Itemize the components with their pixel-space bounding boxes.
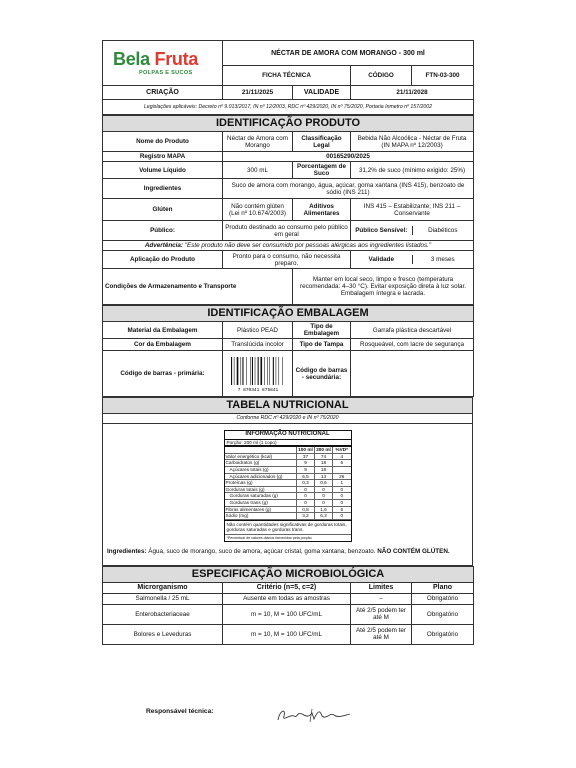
micro-limites: Até 2/5 podem ter até M [351,624,412,644]
nutrition-facts-table [225,447,351,520]
nutrition-facts-box [224,430,352,542]
signature-image [272,704,356,726]
nutrition-row [225,460,351,467]
col-200ml: 200 ml [316,447,331,453]
nutrition-vd: 0 [333,486,351,493]
nutrition-footnote: *Percentual de valores diários fornecidos pela porção [225,534,351,541]
nutrition-vd: 0 [333,499,351,506]
nutrition-row [225,506,351,513]
ingredientes-value: Suco de amora com morango, água, açúcar, goma xantana (INS 415), benzoato de sódio (INS 211) [223,179,474,199]
barcode-bar [260,357,262,385]
nutrition-v100: 37 [297,453,315,460]
ingredients-statement [103,542,472,559]
classificacao-label: Classificação Legal [293,132,351,152]
barcode-cell [223,351,293,397]
advertencia-label: Advertência: [144,242,184,249]
nutrition-vd: 1 [333,480,351,487]
responsavel-label: Responsável técnica: [146,708,214,715]
barcode-bar [254,357,255,385]
ingredientes-label: Ingredientes [103,179,223,199]
nutrition-v200: 1,6 [315,506,333,513]
nutrition-v200: 0 [315,486,333,493]
porcentagem-label: Porcentagem de Suco [293,162,351,179]
barcode-bar [250,357,251,385]
barcode-bar [257,357,258,385]
barras-primaria-label: Código de barras - primária: [103,351,223,397]
codigo-value: FTN-03-300 [412,66,474,86]
nutrition-vd: 26 [333,473,351,480]
nutrition-body [103,424,473,566]
nutrition-row [225,493,351,500]
micro-row [103,604,474,624]
micro-plano: Obrigatório [412,624,474,644]
nutrition-v200: 13 [315,473,333,480]
micro-table [102,566,474,645]
tipo-label: Tipo de Embalagem [293,322,351,339]
barcode-bar [272,357,273,385]
nutrition-v100: 0 [297,499,315,506]
material-value: Plástico PEAD [223,322,293,339]
validade-produto-label: Validade [351,255,412,264]
product-table [102,115,474,305]
nutrition-vd: 6 [333,460,351,467]
sensivel-cell [351,221,474,241]
nutrition-name: Sódio (mg) [225,513,297,520]
volume-value: 300 mL [223,162,293,179]
micro-header-org: Microrganismo [103,582,223,593]
logo-wordmark: Bela Fruta [113,49,199,69]
logo-subtitle: POLPAS E SUCOS [139,70,193,76]
cor-label: Cor da Embalagem [103,339,223,351]
publico-value: Produto destinado ao consumo pelo público em geral [223,221,351,241]
nutrition-v200: 0 [315,499,333,506]
aplicacao-value: Pronto para o consumo, não necessita preparo. [223,251,351,269]
material-label: Material da Embalagem [103,322,223,339]
advertencia-value: "Este produto não deve ser consumido por pessoas alérgicas aos ingredientes listados." [184,242,432,249]
legislacao: Legislações aplicáveis: Decreto nº 9.013/2017, IN nº 12/2003, RDC nº 429/2020, IN nº 75/2020, Portaria Inmetro nº 157/2002 [103,100,474,115]
codigo-label: CÓDIGO [351,66,412,86]
condicoes-label: Condições de Armazenamento e Transporte [103,269,293,305]
nome-label: Nome do Produto [103,132,223,152]
micro-org: Enterobacteriaceae [103,604,223,624]
barcode-bar [282,357,283,385]
micro-row [103,593,474,604]
micro-row [103,624,474,644]
nutrition-row [225,486,351,493]
nutrition-row [225,480,351,487]
validade-value: 21/11/2028 [351,86,474,100]
nutrition-v200: 74 [315,453,333,460]
nutrition-row [225,453,351,460]
micro-header-limites: Limites [351,582,412,593]
barcode-bar [231,357,232,385]
porcentagem-value: 31,2% de suco (mínimo exigido: 25%) [351,162,474,179]
ficha-label: FICHA TÉCNICA [223,66,351,86]
nutrition-row [225,513,351,520]
nutrition-box-title: INFORMAÇÃO NUTRICIONAL [225,431,351,440]
validade-produto-value: 3 meses [430,256,455,263]
nutrition-name: Açúcares adicionados (g) [225,473,297,480]
micro-rows [103,593,474,644]
micro-criterio: m = 10, M = 100 UFC/mL [223,624,351,644]
gluten-label: Glúten [103,199,223,221]
nutrition-name: Gorduras trans (g) [225,499,297,506]
nome-value: Néctar de Amora com Morango [223,132,293,152]
barras-secundaria-label: Código de barras - secundária: [293,351,351,397]
nutrition-v100: 0,8 [297,506,315,513]
nutrition-name: Gorduras totais (g) [225,486,297,493]
criacao-value: 21/11/2025 [223,86,293,100]
tipo-value: Garrafa plástica descartável [351,322,474,339]
nutrition-note: Não contém quantidades significativas de gorduras totais, gorduras saturadas e gorduras trans. [225,520,351,534]
nutrition-vd: 4 [333,453,351,460]
nutrition-row [225,499,351,506]
advertencia [103,241,474,251]
sensivel-value: Diabéticos [428,227,458,234]
micro-header-criterio: Critério (n=5, c=2) [223,582,351,593]
nutrition-name: Carboidratos (g) [225,460,297,467]
barcode-bar [240,357,241,385]
cor-value: Translúcida incolor [223,339,293,351]
barcode-bar [246,357,247,385]
micro-header-plano: Plano [412,582,474,593]
gluten-statement: NÃO CONTÉM GLÚTEN. [377,548,450,556]
nutrition-section [102,397,473,566]
section-micro: ESPECIFICAÇÃO MICROBIOLÓGICA [103,566,474,582]
barcode-bar [264,357,265,385]
col-vd: %VD* [333,447,351,453]
barcode-digits: 7 870341 875841 [237,387,278,393]
nutrition-v100: 6,5 [297,473,315,480]
gluten-value: Não contém glúten (Lei nº 10.674/2003) [223,199,293,221]
barcode-bar [275,357,276,385]
registro-label: Registro MAPA [103,152,223,162]
micro-org: Salmonella / 25 mL [103,593,223,604]
micro-limites: Até 2/5 podem ter até M [351,604,412,624]
col-100ml: 100 ml [298,447,313,453]
section-nutricional: TABELA NUTRICIONAL [103,398,473,414]
micro-org: Bolores e Leveduras [103,624,223,644]
nutrition-porcao: Porção: 200 ml (1 copo) [225,440,351,448]
conforme-note: Conforme RDC nº 429/2020 e IN nº 75/2020 [103,414,473,424]
barcode-bar [236,357,238,385]
nutrition-v100: 0,3 [297,480,315,487]
nutrition-name: Proteínas (g) [225,480,297,487]
nutrition-v100: 9 [297,460,315,467]
nutrition-vd: 0 [333,513,351,520]
micro-criterio: Ausente em todas as amostras [223,593,351,604]
section-embalagem: IDENTIFICAÇÃO EMBALAGEM [103,306,474,322]
logo [103,41,223,86]
nutrition-v100: 0 [297,493,315,500]
nutrition-rows [225,453,351,519]
nutrition-name: Valor energético (kcal) [225,453,297,460]
micro-criterio: m = 10, M = 100 UFC/mL [223,604,351,624]
micro-limites: – [351,593,412,604]
nutrition-v100: 0 [297,486,315,493]
barras-secundaria-value [351,351,474,397]
nutrition-v100: 3,2 [297,513,315,520]
nutrition-name: Açúcares totais (g) [225,466,297,473]
aplicacao-label: Aplicação do Produto [103,251,223,269]
barcode-bar [251,357,252,385]
volume-label: Volume Líquido [103,162,223,179]
nutrition-vd: 6 [333,506,351,513]
barcode-bar [269,357,270,385]
criacao-label: CRIAÇÃO [103,86,223,100]
nutrition-v200: 18 [315,466,333,473]
ingredients-label: Ingredientes: [107,548,147,556]
micro-plano: Obrigatório [412,604,474,624]
barcode-bar [233,357,234,385]
nutrition-name: Fibras alimentares (g) [225,506,297,513]
nutrition-row [225,473,351,480]
nutrition-vd: 0 [333,493,351,500]
tampa-label: Tipo de Tampa [293,339,351,351]
aditivos-label: Aditivos Alimentares [293,199,351,221]
technical-sheet [102,40,473,645]
nutrition-v200: 0 [315,493,333,500]
classificacao-value: Bebida Não Alcoólica - Néctar de Fruta (IN MAPA nº 12/2003) [351,132,474,152]
validade-cell [351,251,474,269]
barcode-bar [278,357,279,385]
barcode-bar [267,357,268,385]
nutrition-v200: 6,3 [315,513,333,520]
barcode-image [228,355,288,393]
micro-plano: Obrigatório [412,593,474,604]
nutrition-vd [333,466,351,473]
section-produto: IDENTIFICAÇÃO PRODUTO [103,116,474,132]
nutrition-v100: 9 [297,466,315,473]
tampa-value: Rosqueável, com lacre de segurança [351,339,474,351]
packaging-table [102,305,474,397]
nutrition-row [225,466,351,473]
ingredients-text: Água, suco de morango, suco de amora, açúcar cristal, goma xantana, benzoato. [148,548,376,556]
publico-label: Público: [103,221,223,241]
aditivos-value: INS 415 – Estabilizante; INS 211 – Conservante [351,199,474,221]
nutrition-v200: 0,6 [315,480,333,487]
barcode-bar [242,357,243,385]
product-title: NÉCTAR DE AMORA COM MORANGO - 300 ml [223,41,474,66]
nutrition-v200: 18 [315,460,333,467]
sensivel-label: Público Sensível: [351,226,412,235]
header-table [102,40,474,115]
validade-label: VALIDADE [293,86,351,100]
registro-value: 00165290/2025 [223,152,474,162]
nutrition-name: Gorduras saturadas (g) [225,493,297,500]
condicoes-value: Manter em local seco, limpo e fresco (temperatura recomendada: 4–30 °C). Evitar exposição direta à luz solar. Embalagem íntegra e lacrada. [293,269,474,305]
